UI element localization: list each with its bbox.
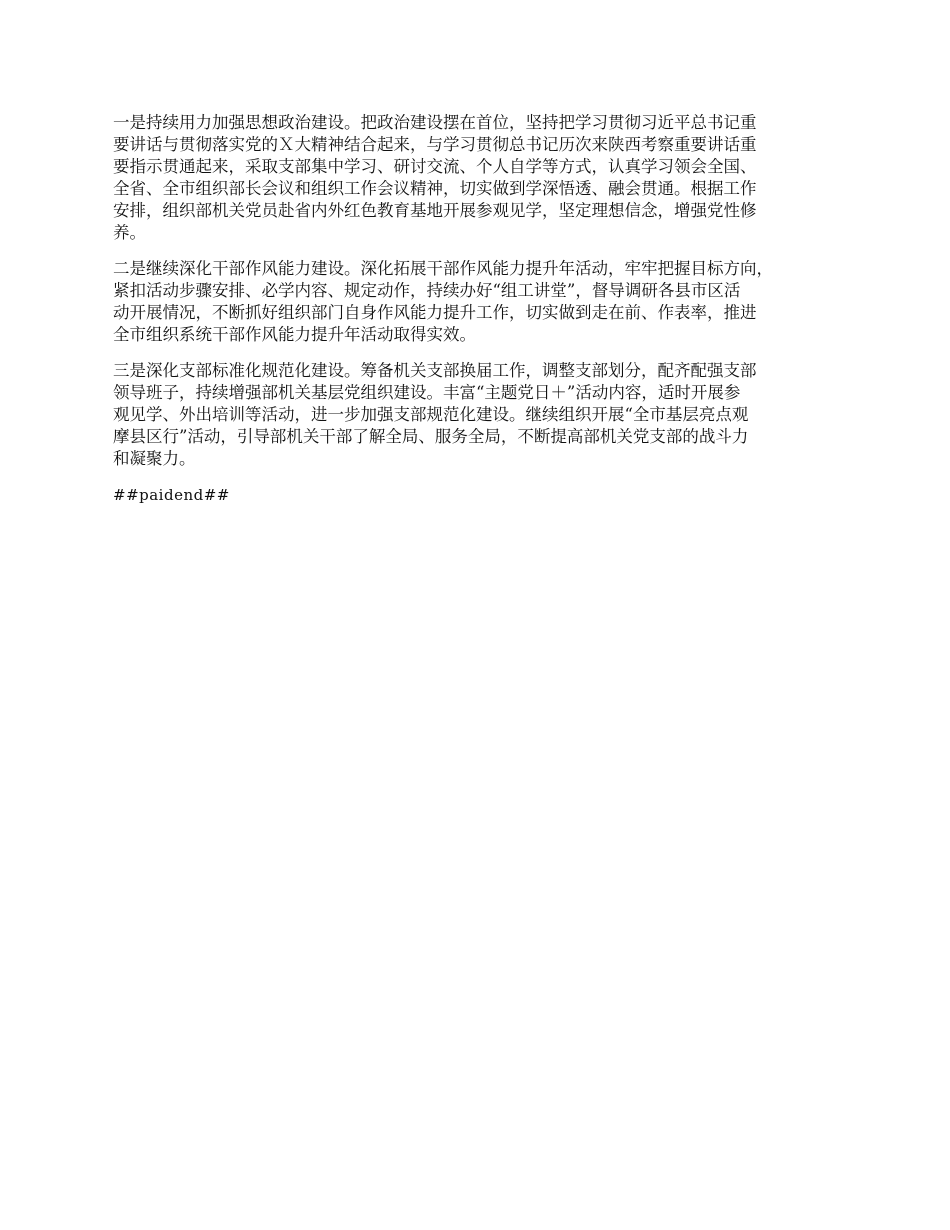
paragraph-line: 二是继续深化干部作风能力建设。深化拓展干部作风能力提升年活动，牢牢把握目标方向， [113, 259, 773, 278]
paid-end-marker: ##paidend## [113, 486, 230, 504]
paragraph-line: 三是深化支部标准化规范化建设。筹备机关支部换届工作，调整支部划分，配齐配强支部 [113, 361, 757, 380]
paragraph-line: 摩县区行”活动，引导部机关干部了解全局、服务全局，不断提高部机关党支部的战斗力 [113, 427, 749, 446]
paragraph-1 [113, 112, 858, 244]
paragraph-line: 养。 [113, 223, 146, 242]
paragraph-line: 一是持续用力加强思想政治建设。把政治建设摆在首位，坚持把学习贯彻习近平总书记重 [113, 113, 757, 132]
paragraph-line: 全省、全市组织部长会议和组织工作会议精神，切实做到学深悟透、融会贯通。根据工作 [113, 179, 757, 198]
paragraph-2 [113, 258, 858, 346]
paragraph-line: 要指示贯通起来，采取支部集中学习、研讨交流、个人自学等方式，认真学习领会全国、 [113, 157, 757, 176]
paragraph-line: 观见学、外出培训等活动，进一步加强支部规范化建设。继续组织开展“全市基层亮点观 [113, 405, 749, 424]
paragraph-line: 要讲话与贯彻落实党的Ｘ大精神结合起来，与学习贯彻总书记历次来陕西考察重要讲话重 [113, 135, 757, 154]
paragraph-line: 动开展情况，不断抓好组织部门自身作风能力提升工作，切实做到走在前、作表率，推进 [113, 303, 757, 322]
paragraph-3 [113, 360, 858, 470]
paragraph-line: 领导班子，持续增强部机关基层党组织建设。丰富“主题党日＋”活动内容，适时开展参 [113, 383, 741, 402]
document-body [113, 112, 858, 506]
paragraph-line: 和凝聚力。 [113, 449, 196, 468]
paragraph-line: 紧扣活动步骤安排、必学内容、规定动作，持续办好“组工讲堂”，督导调研各县市区活 [113, 281, 741, 300]
paragraph-line: 安排，组织部机关党员赴省内外红色教育基地开展参观见学，坚定理想信念，增强党性修 [113, 201, 757, 220]
paragraph-line: 全市组织系统干部作风能力提升年活动取得实效。 [113, 325, 476, 344]
